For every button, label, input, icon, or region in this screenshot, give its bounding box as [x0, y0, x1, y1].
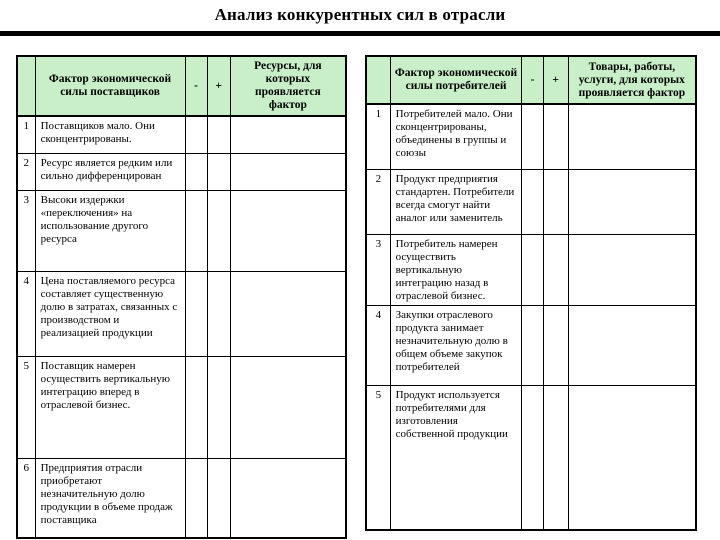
minus-cell — [185, 190, 207, 271]
factor-text: Продукт предприятия стандартен. Потребители всегда смогут найти аналог или заменитель — [390, 169, 522, 234]
scope-cell — [230, 153, 346, 190]
row-number: 1 — [366, 104, 390, 169]
factor-text: Ресурс является редким или сильно дифференцирован — [35, 153, 185, 190]
suppliers-header-minus: - — [185, 56, 207, 116]
minus-cell — [522, 234, 543, 305]
row-number: 2 — [366, 169, 390, 234]
factor-text: Потребитель намерен осуществить вертикальную интеграцию назад в отраслевой бизнес. — [390, 234, 522, 305]
suppliers-header-factor: Фактор экономической силы поставщиков — [35, 56, 185, 116]
consumers-table — [365, 55, 697, 531]
table-row — [366, 305, 696, 385]
consumers-header-factor: Фактор экономической силы потребителей — [390, 56, 522, 104]
plus-cell — [207, 356, 230, 458]
suppliers-header-scope: Ресурсы, для которых проявляется фактор — [230, 56, 346, 116]
table-row — [17, 190, 346, 271]
factor-text: Цена поставляемого ресурса составляет существенную долю в затратах, связанных с производством и реализацией продукции — [35, 271, 185, 356]
minus-cell — [185, 153, 207, 190]
plus-cell — [543, 104, 568, 169]
page-title: Анализ конкурентных сил в отрасли — [214, 5, 506, 24]
title-divider-rule — [0, 31, 720, 36]
minus-cell — [185, 356, 207, 458]
factor-text: Поставщиков мало. Они сконцентрированы. — [35, 116, 185, 153]
plus-cell — [543, 305, 568, 385]
row-number: 2 — [17, 153, 35, 190]
plus-cell — [207, 190, 230, 271]
scope-cell — [230, 271, 346, 356]
table-row — [17, 356, 346, 458]
plus-cell — [207, 271, 230, 356]
scope-cell — [568, 169, 696, 234]
plus-cell — [207, 116, 230, 153]
factor-text: Закупки отраслевого продукта занимает незначительную долю в общем объеме закупок потребителей — [390, 305, 522, 385]
factor-text: Потребителей мало. Они сконцентрированы, объединены в группы и союзы — [390, 104, 522, 169]
scope-cell — [568, 305, 696, 385]
row-number: 5 — [366, 385, 390, 530]
factor-text: Предприятия отрасли приобретают незначительную долю продукции в объеме продаж поставщика — [35, 458, 185, 538]
row-number: 4 — [17, 271, 35, 356]
table-row — [366, 385, 696, 530]
factor-text: Высоки издержки «переключения» на использование другого ресурса — [35, 190, 185, 271]
table-row — [366, 234, 696, 305]
minus-cell — [185, 116, 207, 153]
minus-cell — [185, 271, 207, 356]
minus-cell — [522, 169, 543, 234]
plus-cell — [207, 458, 230, 538]
consumers-header-scope: Товары, работы, услуги, для которых проявляется фактор — [568, 56, 696, 104]
scope-cell — [230, 190, 346, 271]
minus-cell — [522, 385, 543, 530]
table-row — [17, 271, 346, 356]
consumers-header-num — [366, 56, 390, 104]
suppliers-header-row — [17, 56, 346, 116]
row-number: 1 — [17, 116, 35, 153]
row-number: 3 — [17, 190, 35, 271]
scope-cell — [568, 234, 696, 305]
scope-cell — [230, 356, 346, 458]
plus-cell — [543, 234, 568, 305]
table-row — [366, 104, 696, 169]
consumers-header-plus: + — [543, 56, 568, 104]
scope-cell — [230, 116, 346, 153]
factor-text: Продукт используется потребителями для изготовления собственной продукции — [390, 385, 522, 530]
suppliers-header-plus: + — [207, 56, 230, 116]
suppliers-table — [16, 55, 347, 539]
suppliers-header-num — [17, 56, 35, 116]
table-row — [17, 116, 346, 153]
scope-cell — [568, 385, 696, 530]
minus-cell — [522, 305, 543, 385]
table-row — [17, 458, 346, 538]
row-number: 6 — [17, 458, 35, 538]
row-number: 4 — [366, 305, 390, 385]
table-row — [17, 153, 346, 190]
row-number: 3 — [366, 234, 390, 305]
minus-cell — [522, 104, 543, 169]
scope-cell — [230, 458, 346, 538]
consumers-header-minus: - — [522, 56, 543, 104]
consumers-header-row — [366, 56, 696, 104]
minus-cell — [185, 458, 207, 538]
table-row — [366, 169, 696, 234]
plus-cell — [207, 153, 230, 190]
plus-cell — [543, 385, 568, 530]
plus-cell — [543, 169, 568, 234]
factor-text: Поставщик намерен осуществить вертикальную интеграцию вперед в отраслевой бизнес. — [35, 356, 185, 458]
row-number: 5 — [17, 356, 35, 458]
scope-cell — [568, 104, 696, 169]
